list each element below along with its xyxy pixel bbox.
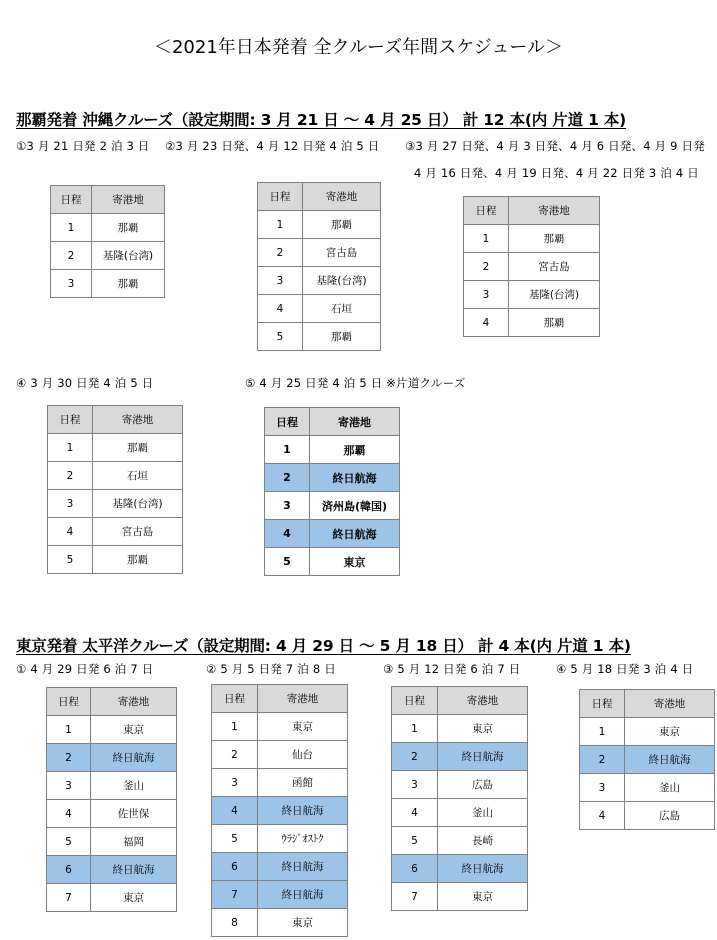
port-cell: ｳﾗｼﾞｵｽﾄｸ <box>258 825 348 853</box>
table-row <box>48 518 183 546</box>
okinawa-cruise-1-table <box>50 185 165 298</box>
table-row <box>392 799 528 827</box>
table-row <box>51 214 165 242</box>
table-row-sea-day <box>212 881 348 909</box>
table-row <box>212 909 348 937</box>
table-header-row <box>464 197 600 225</box>
table-row <box>48 434 183 462</box>
tokyo-cruise-4-table <box>579 689 715 830</box>
column-header-port: 寄港地 <box>310 408 400 436</box>
table-row <box>212 741 348 769</box>
okinawa-cruise-4-label: ④ 3 月 30 日発 4 泊 5 日 <box>16 376 154 390</box>
okinawa-cruise-5-table <box>264 407 400 576</box>
port-cell: 那覇 <box>310 436 400 464</box>
okinawa-cruise-3-label: ③3 月 27 日発、4 月 3 日発、4 月 6 日発、4 月 9 日発 <box>405 139 705 153</box>
port-cell: 福岡 <box>91 828 177 856</box>
day-cell: 1 <box>258 211 303 239</box>
day-cell: 4 <box>464 309 509 337</box>
column-header-day: 日程 <box>265 408 310 436</box>
day-cell: 2 <box>48 462 93 490</box>
tokyo-cruise-2-label: ② 5 月 5 日発 7 泊 8 日 <box>206 662 336 676</box>
day-cell: 6 <box>392 855 438 883</box>
table-row <box>212 825 348 853</box>
day-cell: 1 <box>464 225 509 253</box>
table-row <box>265 548 400 576</box>
port-cell: 基隆(台湾) <box>92 242 165 270</box>
day-cell: 6 <box>212 853 258 881</box>
column-header-day: 日程 <box>392 687 438 715</box>
okinawa-cruise-1-label: ①3 月 21 日発 2 泊 3 日 <box>16 139 150 153</box>
port-cell: 東京 <box>438 883 528 911</box>
day-cell: 1 <box>212 713 258 741</box>
column-header-day: 日程 <box>51 186 92 214</box>
table-row <box>51 242 165 270</box>
table-row <box>212 713 348 741</box>
day-cell: 3 <box>580 774 625 802</box>
column-header-day: 日程 <box>580 690 625 718</box>
table-row <box>392 715 528 743</box>
port-cell: 長崎 <box>438 827 528 855</box>
table-row <box>580 774 715 802</box>
port-cell: 石垣 <box>93 462 183 490</box>
day-cell: 5 <box>258 323 303 351</box>
day-cell: 4 <box>258 295 303 323</box>
table-row <box>258 323 381 351</box>
port-cell: 那覇 <box>303 211 381 239</box>
port-cell: 釜山 <box>91 772 177 800</box>
day-cell: 4 <box>47 800 91 828</box>
column-header-port: 寄港地 <box>438 687 528 715</box>
table-row-sea-day <box>212 797 348 825</box>
table-row-sea-day <box>47 856 177 884</box>
day-cell: 3 <box>464 281 509 309</box>
port-cell: 終日航海 <box>438 855 528 883</box>
day-cell: 1 <box>392 715 438 743</box>
port-cell: 終日航海 <box>258 881 348 909</box>
table-row-sea-day <box>47 744 177 772</box>
column-header-day: 日程 <box>258 183 303 211</box>
day-cell: 5 <box>47 828 91 856</box>
column-header-port: 寄港地 <box>93 406 183 434</box>
day-cell: 1 <box>51 214 92 242</box>
table-row <box>47 716 177 744</box>
table-row <box>47 884 177 912</box>
day-cell: 5 <box>392 827 438 855</box>
port-cell: 宮古島 <box>509 253 600 281</box>
day-cell: 7 <box>47 884 91 912</box>
table-row <box>48 462 183 490</box>
day-cell: 4 <box>392 799 438 827</box>
table-row <box>212 769 348 797</box>
port-cell: 終日航海 <box>258 797 348 825</box>
table-row-sea-day <box>265 464 400 492</box>
day-cell: 3 <box>258 267 303 295</box>
table-row <box>48 546 183 574</box>
day-cell: 2 <box>265 464 310 492</box>
table-header-row <box>258 183 381 211</box>
tokyo-cruise-3-table <box>391 686 528 911</box>
column-header-port: 寄港地 <box>625 690 715 718</box>
table-row <box>265 436 400 464</box>
day-cell: 2 <box>51 242 92 270</box>
port-cell: 東京 <box>91 716 177 744</box>
table-row <box>258 267 381 295</box>
port-cell: 那覇 <box>509 225 600 253</box>
okinawa-cruise-4-table <box>47 405 183 574</box>
port-cell: 函館 <box>258 769 348 797</box>
okinawa-cruise-5-label: ⑤ 4 月 25 日発 4 泊 5 日 ※片道クルーズ <box>245 376 466 390</box>
column-header-port: 寄港地 <box>92 186 165 214</box>
day-cell: 5 <box>48 546 93 574</box>
day-cell: 2 <box>258 239 303 267</box>
day-cell: 3 <box>48 490 93 518</box>
port-cell: 那覇 <box>303 323 381 351</box>
port-cell: 那覇 <box>92 270 165 298</box>
okinawa-section-heading: 那覇発着 沖縄クルーズ（設定期間: 3 月 21 日 ～ 4 月 25 日） 計 12 本(内 片道 1 本) <box>16 111 627 129</box>
table-row-sea-day <box>392 855 528 883</box>
column-header-port: 寄港地 <box>303 183 381 211</box>
port-cell: 釜山 <box>438 799 528 827</box>
table-row <box>258 295 381 323</box>
port-cell: 東京 <box>91 884 177 912</box>
table-row <box>464 281 600 309</box>
table-row-sea-day <box>580 746 715 774</box>
table-row <box>580 802 715 830</box>
port-cell: 釜山 <box>625 774 715 802</box>
port-cell: 石垣 <box>303 295 381 323</box>
table-row <box>47 800 177 828</box>
port-cell: 基隆(台湾) <box>93 490 183 518</box>
day-cell: 6 <box>47 856 91 884</box>
day-cell: 7 <box>212 881 258 909</box>
day-cell: 4 <box>265 520 310 548</box>
port-cell: 那覇 <box>92 214 165 242</box>
table-header-row <box>265 408 400 436</box>
port-cell: 那覇 <box>93 546 183 574</box>
day-cell: 3 <box>265 492 310 520</box>
column-header-day: 日程 <box>47 688 91 716</box>
tokyo-cruise-2-table <box>211 684 348 937</box>
tokyo-cruise-3-label: ③ 5 月 12 日発 6 泊 7 日 <box>383 662 521 676</box>
table-header-row <box>51 186 165 214</box>
column-header-port: 寄港地 <box>91 688 177 716</box>
port-cell: 東京 <box>625 718 715 746</box>
table-header-row <box>47 688 177 716</box>
port-cell: 東京 <box>258 909 348 937</box>
day-cell: 7 <box>392 883 438 911</box>
port-cell: 宮古島 <box>303 239 381 267</box>
table-row <box>392 827 528 855</box>
okinawa-cruise-3-label-cont: 4 月 16 日発、4 月 19 日発、4 月 22 日発 3 泊 4 日 <box>414 166 699 180</box>
port-cell: 終日航海 <box>438 743 528 771</box>
day-cell: 8 <box>212 909 258 937</box>
table-row <box>392 771 528 799</box>
day-cell: 2 <box>580 746 625 774</box>
table-row <box>51 270 165 298</box>
table-header-row <box>580 690 715 718</box>
tokyo-cruise-1-label: ① 4 月 29 日発 6 泊 7 日 <box>16 662 154 676</box>
page-title: ＜2021年日本発着 全クルーズ年間スケジュール＞ <box>153 37 563 58</box>
table-row-sea-day <box>392 743 528 771</box>
day-cell: 3 <box>47 772 91 800</box>
tokyo-cruise-4-label: ④ 5 月 18 日発 3 泊 4 日 <box>556 662 694 676</box>
port-cell: 終日航海 <box>91 744 177 772</box>
okinawa-cruise-2-table <box>257 182 381 351</box>
day-cell: 1 <box>47 716 91 744</box>
day-cell: 4 <box>212 797 258 825</box>
table-row <box>580 718 715 746</box>
port-cell: 佐世保 <box>91 800 177 828</box>
port-cell: 済州島(韓国) <box>310 492 400 520</box>
day-cell: 3 <box>51 270 92 298</box>
port-cell: 広島 <box>438 771 528 799</box>
day-cell: 2 <box>47 744 91 772</box>
day-cell: 4 <box>48 518 93 546</box>
table-row <box>258 211 381 239</box>
table-header-row <box>48 406 183 434</box>
day-cell: 1 <box>265 436 310 464</box>
port-cell: 広島 <box>625 802 715 830</box>
table-row <box>464 309 600 337</box>
day-cell: 2 <box>212 741 258 769</box>
table-row <box>47 828 177 856</box>
table-row <box>258 239 381 267</box>
table-header-row <box>212 685 348 713</box>
port-cell: 那覇 <box>93 434 183 462</box>
table-row <box>48 490 183 518</box>
okinawa-cruise-3-table <box>463 196 600 337</box>
day-cell: 2 <box>392 743 438 771</box>
column-header-port: 寄港地 <box>258 685 348 713</box>
table-row-sea-day <box>212 853 348 881</box>
port-cell: 東京 <box>258 713 348 741</box>
column-header-day: 日程 <box>48 406 93 434</box>
port-cell: 終日航海 <box>310 464 400 492</box>
table-row <box>392 883 528 911</box>
day-cell: 2 <box>464 253 509 281</box>
okinawa-cruise-2-label: ②3 月 23 日発、4 月 12 日発 4 泊 5 日 <box>165 139 380 153</box>
day-cell: 5 <box>212 825 258 853</box>
port-cell: 終日航海 <box>258 853 348 881</box>
column-header-day: 日程 <box>464 197 509 225</box>
column-header-day: 日程 <box>212 685 258 713</box>
port-cell: 基隆(台湾) <box>303 267 381 295</box>
port-cell: 東京 <box>438 715 528 743</box>
day-cell: 1 <box>580 718 625 746</box>
day-cell: 3 <box>392 771 438 799</box>
day-cell: 3 <box>212 769 258 797</box>
table-row-sea-day <box>265 520 400 548</box>
port-cell: 那覇 <box>509 309 600 337</box>
port-cell: 終日航海 <box>625 746 715 774</box>
table-row <box>47 772 177 800</box>
table-row <box>265 492 400 520</box>
day-cell: 4 <box>580 802 625 830</box>
day-cell: 5 <box>265 548 310 576</box>
table-header-row <box>392 687 528 715</box>
tokyo-cruise-1-table <box>46 687 177 912</box>
port-cell: 終日航海 <box>91 856 177 884</box>
table-row <box>464 225 600 253</box>
column-header-port: 寄港地 <box>509 197 600 225</box>
port-cell: 基隆(台湾) <box>509 281 600 309</box>
table-row <box>464 253 600 281</box>
tokyo-section-heading: 東京発着 太平洋クルーズ（設定期間: 4 月 29 日 ～ 5 月 18 日） 計 4 本(内 片道 1 本) <box>16 637 631 655</box>
port-cell: 東京 <box>310 548 400 576</box>
day-cell: 1 <box>48 434 93 462</box>
port-cell: 仙台 <box>258 741 348 769</box>
port-cell: 宮古島 <box>93 518 183 546</box>
port-cell: 終日航海 <box>310 520 400 548</box>
